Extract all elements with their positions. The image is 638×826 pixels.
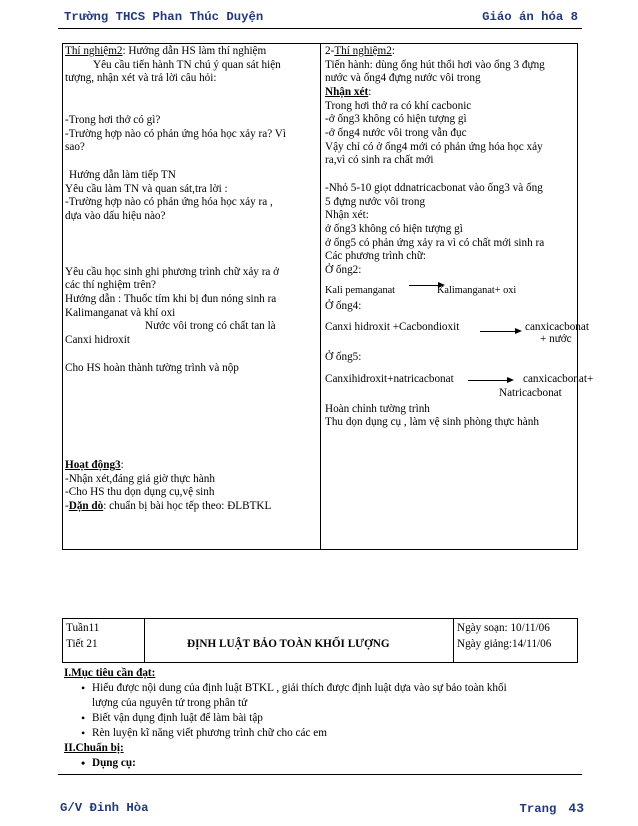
left-line: -Trường hợp nào có phản ứng hóa học xảy ra? Vì bbox=[65, 127, 286, 140]
period-label: Tiết 21 bbox=[66, 638, 98, 650]
subject-title: Giáo án hóa 8 bbox=[482, 10, 578, 24]
observation-heading: Nhận xét: bbox=[325, 85, 372, 98]
left-line: Yêu cầu làm TN và quan sát,tra lời : bbox=[65, 182, 228, 195]
left-line: -Trường hợp nào có phản ứng hóa học xảy ra , bbox=[65, 196, 273, 209]
cell-divider bbox=[453, 619, 454, 662]
right-line: Trong hơi thở ra có khí cacbonic bbox=[325, 99, 472, 112]
footer-rule bbox=[58, 774, 582, 775]
right-line: Tiến hành: dùng ống hút thổi hơi vào ống 3 đựng bbox=[325, 58, 545, 71]
equation-product: canxicacbonat bbox=[525, 321, 589, 334]
left-line: Hướng dẫn : Thuốc tím khi bị đun nóng sinh ra bbox=[65, 292, 277, 305]
left-line: -Trong hơi thở có gì? bbox=[65, 113, 161, 126]
prep-date: Ngày soạn: 10/11/06 bbox=[457, 622, 550, 634]
right-line: Thu dọn dụng cụ , làm vệ sinh phòng thực hành bbox=[325, 416, 539, 429]
left-line: Thí nghiệm2: Hướng dẫn HS làm thí nghiệm bbox=[65, 45, 267, 57]
left-line: Cho HS hoàn thành tường trình và nộp bbox=[65, 361, 239, 374]
left-line: sao? bbox=[65, 141, 85, 154]
right-line: -ở ống3 không có hiện tượng gì bbox=[325, 113, 467, 126]
equation-2 bbox=[325, 321, 589, 349]
right-line: Vậy chỉ có ở ống4 mới có phản ứng hóa học xảy bbox=[325, 140, 543, 153]
equation-reactant: Canxihidroxit+natricacbonat bbox=[325, 372, 454, 385]
objective-item: • Hiểu được nội dung của định luật BTKL , giải thích được định luật dựa vào sự bảo toàn khối bbox=[92, 682, 507, 696]
cell-divider bbox=[144, 619, 145, 662]
right-line: nước và ống4 đựng nước vôi trong bbox=[325, 72, 481, 85]
left-line: dựa vào dấu hiệu nào? bbox=[65, 209, 166, 222]
equation-3 bbox=[325, 372, 594, 403]
left-line: -Cho HS thu dọn dụng cụ,vệ sinh bbox=[65, 486, 215, 499]
left-line: Nước vôi trong có chất tan là bbox=[145, 320, 276, 333]
right-line: Hoàn chỉnh tường trình bbox=[325, 402, 430, 415]
equation-reactant: Kali pemanganat bbox=[325, 284, 396, 296]
lesson-header-table bbox=[62, 618, 578, 663]
column-divider bbox=[320, 44, 321, 549]
right-line: Ở ống5: bbox=[325, 351, 362, 364]
right-line: -Nhỏ 5-10 giọt ddnatricacbonat vào ống3 và ống bbox=[325, 181, 543, 194]
objective-item-cont: lượng của nguyên tử trong phân tử bbox=[92, 697, 248, 709]
right-line: ở ống3 không có hiện tượng gì bbox=[325, 222, 463, 235]
left-line: tượng, nhận xét và trả lời câu hỏi: bbox=[65, 72, 217, 85]
teacher-column bbox=[65, 45, 317, 514]
right-line: Các phương trình chữ: bbox=[325, 250, 426, 263]
equation-product: Natricacbonat bbox=[499, 386, 562, 399]
equation-product: canxicacbonat+ bbox=[523, 372, 594, 385]
teacher-name: G/V Đinh Hòa bbox=[60, 801, 149, 815]
tools-item: • Dụng cụ: bbox=[92, 757, 136, 771]
right-line: -ở ống4 nước vôi trong vẫn đục bbox=[325, 126, 467, 139]
objective-item: • Biết vận dụng định luật để làm bài tập bbox=[92, 712, 263, 726]
left-line: Yêu cầu tiến hành TN chú ý quan sát hiện bbox=[93, 58, 281, 71]
left-line: -Nhận xét,đáng giá giờ thực hành bbox=[65, 472, 215, 485]
homework-line: -Dặn dò: chuẩn bị bài học tếp theo: ĐLBTKL bbox=[65, 500, 272, 513]
teach-date: Ngày giảng:14/11/06 bbox=[457, 638, 552, 650]
right-line: Ở ống2: bbox=[325, 263, 362, 276]
right-line: Ở ống4: bbox=[325, 299, 362, 312]
school-name: Trường THCS Phan Thúc Duyện bbox=[64, 10, 264, 24]
right-line: ở ống5 có phản ứng xảy ra vì có chất mới sinh ra bbox=[325, 236, 545, 249]
experiment2-heading: 2-Thí nghiệm2: bbox=[325, 45, 395, 57]
objective-item: • Rèn luyện kĩ năng viết phương trình chữ cho các em bbox=[92, 727, 327, 741]
student-column bbox=[325, 45, 594, 430]
lesson-title: ĐỊNH LUẬT BẢO TOÀN KHỐI LƯỢNG bbox=[187, 638, 390, 650]
objectives-heading: I.Mục tiêu cần đạt: bbox=[64, 667, 156, 679]
activity3-heading: Hoạt động3: bbox=[65, 459, 124, 472]
preparation-heading: II.Chuẩn bị: bbox=[64, 742, 124, 754]
left-line: Yêu cầu học sinh ghi phương trình chữ xảy ra ở bbox=[65, 265, 280, 278]
left-line: Hướng dẫn làm tiếp TN bbox=[69, 168, 176, 181]
equation-product: Kalimanganat+ oxi bbox=[437, 284, 517, 296]
activity-table bbox=[62, 43, 594, 550]
right-line: ra,vì có sinh ra chất mới bbox=[325, 154, 434, 167]
right-line: 5 đựng nước vôi trong bbox=[325, 195, 426, 208]
page-number: Trang 43 bbox=[519, 801, 584, 816]
equation-1 bbox=[325, 282, 575, 300]
right-line: Nhận xét: bbox=[325, 209, 369, 222]
equation-product: + nước bbox=[540, 333, 572, 346]
reaction-arrow-icon bbox=[480, 331, 520, 332]
week-label: Tuần11 bbox=[66, 622, 100, 634]
header-rule bbox=[58, 28, 582, 29]
left-line: Kalimanganat và khí oxi bbox=[65, 306, 176, 319]
equation-reactant: Canxi hidroxit +Cacbondioxit bbox=[325, 321, 460, 334]
reaction-arrow-icon bbox=[468, 380, 512, 381]
left-line: Canxi hidroxit bbox=[65, 333, 130, 346]
left-line: các thí nghiệm trên? bbox=[65, 279, 157, 292]
